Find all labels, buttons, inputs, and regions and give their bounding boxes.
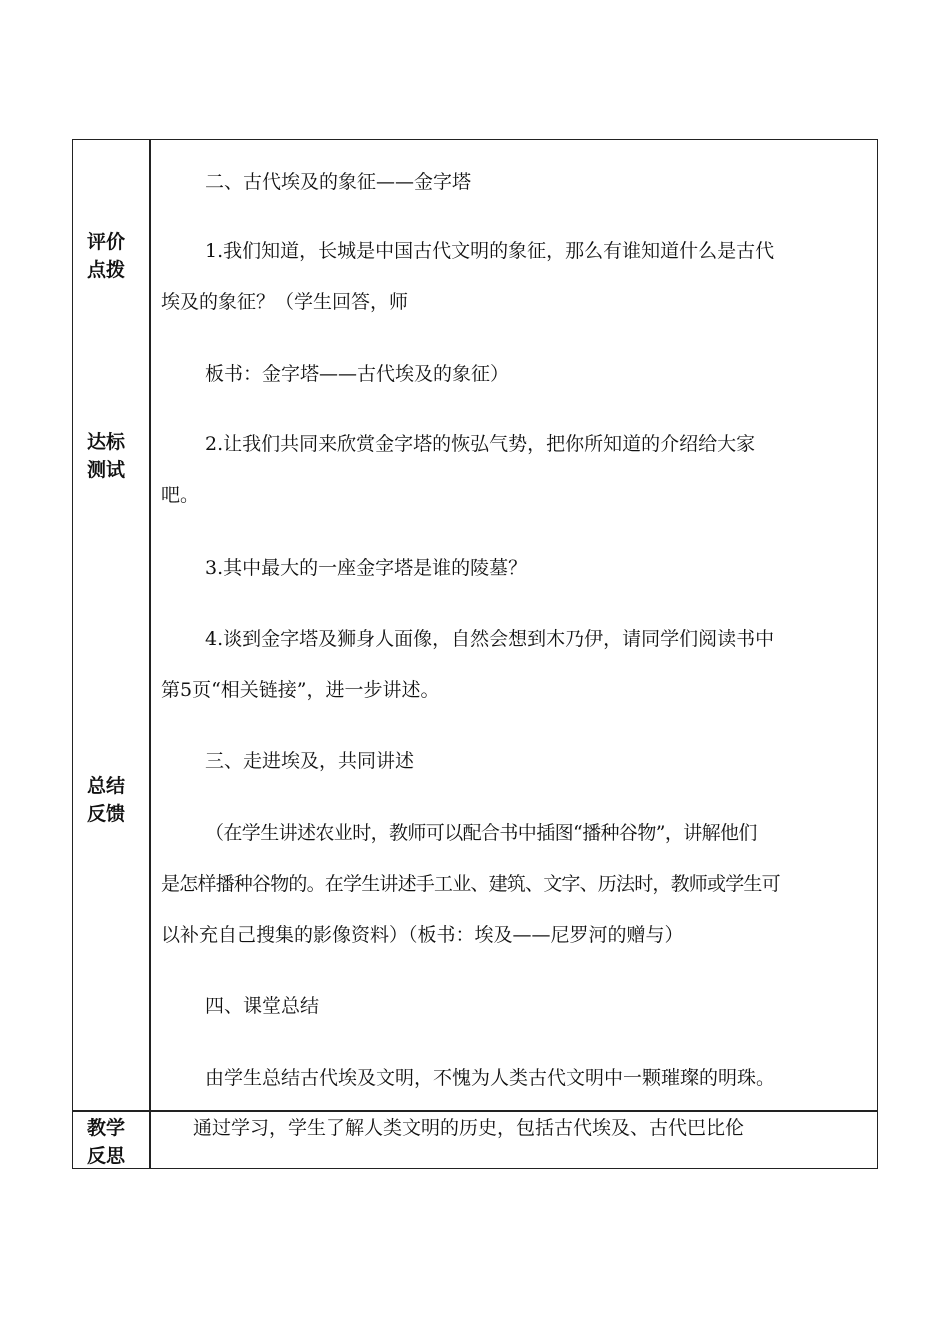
label-test-line2: 测试 [86,459,125,481]
section-heading-4: 四、课堂总结 [205,995,320,1017]
teacher-note-line1: （在学生讲述农业时，教师可以配合书中插图“播种谷物”，讲解他们 [205,822,757,844]
section-heading-2: 二、古代埃及的象征——金字塔 [205,171,472,193]
label-summary [73,772,139,828]
reflection-text: 通过学习，学生了解人类文明的历史，包括古代埃及、古代巴比伦 [193,1117,745,1139]
teacher-note-line3: 以补充自己搜集的影像资料）（板书：埃及——尼罗河的赠与） [161,924,684,946]
summary-text: 由学生总结古代埃及文明，不愧为人类古代文明中一颗璀璨的明珠。 [205,1067,776,1089]
question-2-line1: 2.让我们共同来欣赏金字塔的恢弘气势，把你所知道的介绍给大家 [205,433,756,455]
column-divider [149,140,151,1168]
label-test [73,428,139,484]
label-test-line1: 达标 [86,431,125,453]
label-reflect-line1: 教学 [86,1117,125,1139]
lesson-plan-table [72,139,878,1169]
label-evaluate [73,228,139,284]
label-reflect-line2: 反思 [86,1145,125,1167]
section-heading-3: 三、走进埃及，共同讲述 [205,750,415,772]
label-summary-line1: 总结 [86,775,125,797]
question-4-line2: 第5页“相关链接”，进一步讲述。 [161,679,440,701]
label-evaluate-line2: 点拨 [86,259,125,281]
label-summary-line2: 反馈 [86,803,125,825]
teacher-note-line2: 是怎样播种谷物的。在学生讲述手工业、建筑、文字、历法时，教师或学生可 [161,873,780,895]
question-1-line2: 埃及的象征？（学生回答，师 [161,291,409,313]
question-4-line1: 4.谈到金字塔及狮身人面像，自然会想到木乃伊，请同学们阅读书中 [205,628,775,650]
question-3: 3.其中最大的一座金字塔是谁的陵墓？ [205,557,528,579]
question-1-line1: 1.我们知道，长城是中国古代文明的象征，那么有谁知道什么是古代 [205,240,775,262]
question-2-line2: 吧。 [161,484,200,506]
label-evaluate-line1: 评价 [86,231,125,253]
label-reflect [73,1114,139,1170]
board-note-1: 板书：金字塔——古代埃及的象征） [205,363,510,385]
